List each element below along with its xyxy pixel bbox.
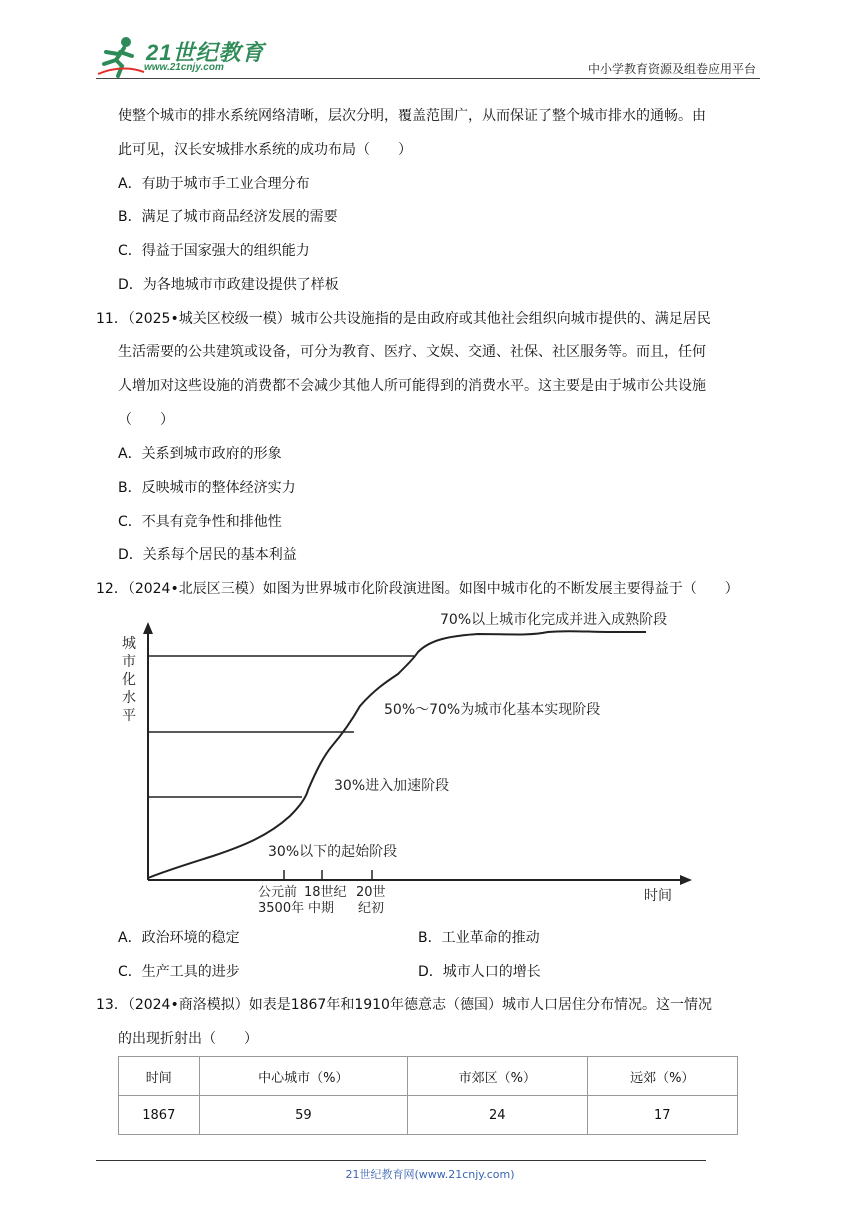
header-divider: [96, 78, 760, 79]
tick-label-18c-1: 18世纪: [304, 885, 347, 900]
y-axis-label-char2: 市: [122, 654, 136, 670]
q12-option-a[interactable]: A．政治环境的稳定: [118, 930, 240, 946]
q10-option-a[interactable]: A．有助于城市手工业合理分布: [118, 176, 310, 192]
table-cell: 59: [199, 1096, 407, 1135]
site-logo[interactable]: [96, 34, 266, 78]
tick-label-18c-2: 中期: [308, 901, 335, 916]
logo-text: 21世纪教育: [146, 40, 265, 65]
table-cell: 1867: [119, 1096, 200, 1135]
q11-option-b[interactable]: B．反映城市的整体经济实力: [118, 480, 296, 496]
stage-label-mature: 70%以上城市化完成并进入成熟阶段: [440, 612, 668, 628]
x-axis-arrow-icon: [680, 875, 692, 885]
y-axis-label-char4: 水: [122, 690, 136, 706]
q12-option-d[interactable]: D．城市人口的增长: [418, 964, 541, 980]
platform-name: 中小学教育资源及组卷应用平台: [587, 62, 756, 76]
q10-text-line1: 使整个城市的排水系统网络清晰，层次分明，覆盖范围广，从而保证了整个城市排水的通畅。由: [118, 108, 706, 124]
y-axis-label-char1: 城: [122, 636, 136, 652]
tick-label-3500bc-1: 公元前: [258, 885, 298, 900]
population-distribution-table: [118, 1056, 738, 1135]
table-header-cell: 中心城市（%）: [199, 1057, 407, 1096]
y-axis-arrow-icon: [143, 622, 153, 634]
table-cell: 24: [408, 1096, 587, 1135]
q10-text-line2: 此可见，汉长安城排水系统的成功布局（ ）: [118, 142, 412, 158]
stage-label-initial: 30%以下的起始阶段: [268, 844, 398, 860]
q13-text-line1: 13．（2024•商洛模拟）如表是1867年和1910年德意志（德国）城市人口居住分布情况。这一情况: [96, 997, 712, 1013]
table-header-row: [119, 1057, 738, 1096]
y-axis-label-char3: 化: [122, 672, 136, 688]
q11-text-line3: 人增加对这些设施的消费都不会减少其他人所可能得到的消费水平。这主要是由于城市公共设施: [118, 378, 706, 394]
table-header-cell: 市郊区（%）: [408, 1057, 587, 1096]
tick-label-20c-2: 纪初: [358, 901, 385, 916]
q11-option-d[interactable]: D．关系每个居民的基本利益: [118, 547, 297, 563]
runner-logo-icon: [96, 34, 146, 78]
table-header-cell: 时间: [119, 1057, 200, 1096]
q10-option-c[interactable]: C．得益于国家强大的组织能力: [118, 243, 310, 259]
tick-label-3500bc-2: 3500年: [258, 901, 305, 916]
q13-text-line2: 的出现折射出（ ）: [118, 1031, 258, 1047]
q10-option-b[interactable]: B．满足了城市商品经济发展的需要: [118, 209, 338, 225]
tick-label-20c-1: 20世: [356, 885, 386, 900]
q11-option-a[interactable]: A．关系到城市政府的形象: [118, 446, 282, 462]
q12-option-c[interactable]: C．生产工具的进步: [118, 964, 240, 980]
urbanization-stage-chart: [118, 608, 698, 920]
footer-link[interactable]: 21世纪教育网(www.21cnjy.com): [345, 1168, 515, 1181]
stage-label-basic: 50%～70%为城市化基本实现阶段: [384, 702, 601, 718]
logo-url: www.21cnjy.com: [144, 62, 224, 73]
page-header: [0, 0, 860, 80]
table-cell: 17: [587, 1096, 737, 1135]
q11-text-line2: 生活需要的公共建筑或设备，可分为教育、医疗、文娱、交通、社保、社区服务等。而且，任何: [118, 344, 706, 360]
q12-text-line1: 12．（2024•北辰区三模）如图为世界城市化阶段演进图。如图中城市化的不断发展主要得益于（ ）: [96, 581, 739, 597]
table-header-cell: 远郊（%）: [587, 1057, 737, 1096]
y-axis-label-char5: 平: [122, 708, 136, 724]
q11-text-line1: 11．（2025•城关区校级一模）城市公共设施指的是由政府或其他社会组织向城市提供的、满足居民: [96, 311, 711, 327]
q12-option-b[interactable]: B．工业革命的推动: [418, 930, 540, 946]
q11-option-c[interactable]: C．不具有竞争性和排他性: [118, 514, 282, 530]
urbanization-curve: [148, 631, 646, 878]
table-row: [119, 1096, 738, 1135]
stage-label-accelerate: 30%进入加速阶段: [334, 778, 450, 794]
x-axis-label: 时间: [644, 888, 672, 904]
q10-option-d[interactable]: D．为各地城市市政建设提供了样板: [118, 277, 339, 293]
footer-divider: [96, 1160, 706, 1161]
q11-text-line4: （ ）: [118, 412, 174, 428]
